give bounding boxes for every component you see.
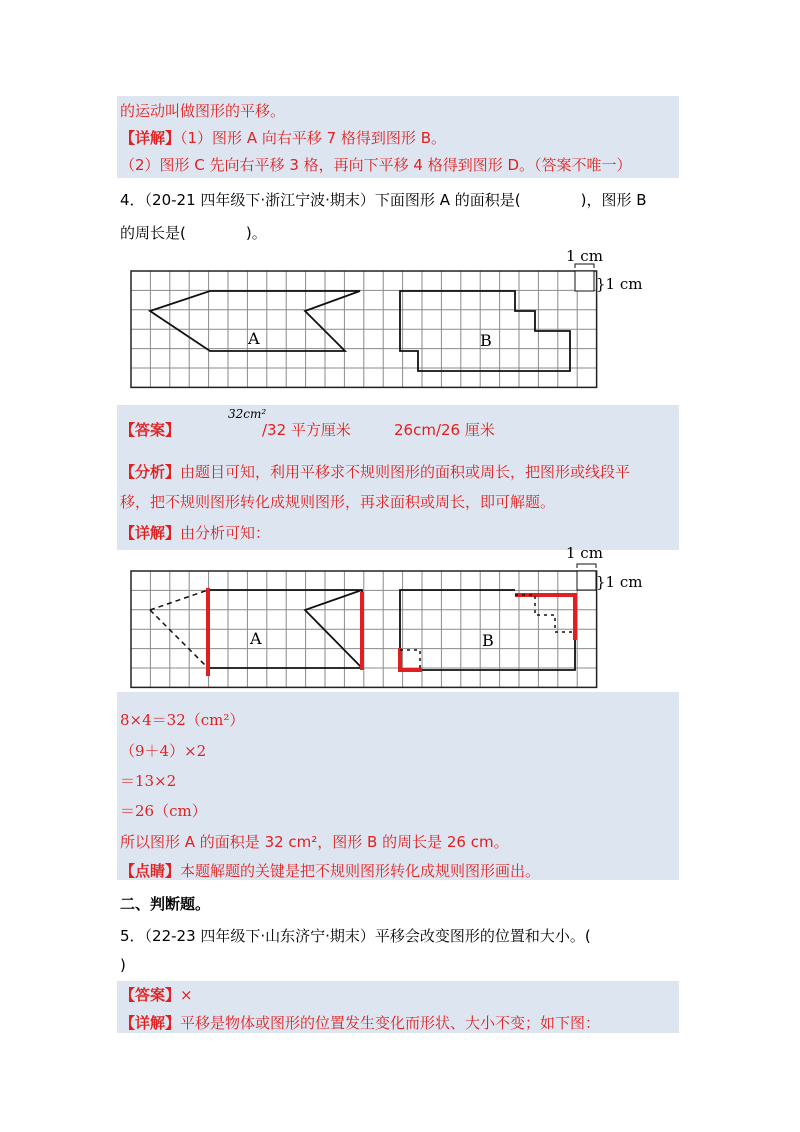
unit-square [577,571,596,590]
section-title: 二、判断题。 [120,895,211,913]
dashed-bottom-edge [150,610,208,668]
label-b: B [482,631,494,650]
answer-5-text: × [180,986,193,1004]
detail-tag: 【详解】 [120,129,181,147]
unit-height-label: }1 cm [596,573,643,591]
detail-5-line [120,1013,600,1033]
solution-figure [100,540,680,695]
answer-5-line [120,985,193,1005]
dashed-original-step [515,595,575,632]
question-5-line-2: ) [120,956,126,974]
detail-tag-2: 【详解】 [120,524,181,542]
detail-line-2: （2）图形 C 先向右平移 3 格，再向下平移 4 格得到图形 D。（答案不唯一） [120,156,632,174]
answer-perimeter: 26cm/26 厘米 [394,421,495,439]
shape-b-rectangle-bottom [420,630,575,670]
red-corner-top-right [515,595,575,640]
calc-line-2: （9＋4）×2 [120,742,207,760]
grid [131,271,597,387]
question-4-line-1: 4．（20-21 四年级下·浙江宁波·期末）下面图形 A 的面积是( )，图形 B [120,191,647,209]
detail-text-2: 由分析可知： [180,524,271,542]
unit-square [575,271,594,291]
detail-line-1 [120,128,446,148]
answer-text-line: 的运动叫做图形的平移。 [120,102,286,120]
shape-b-rectangle [400,590,515,650]
question-5-line-1: 5．（22-23 四年级下·山东济宁·期末）平移会改变图形的位置和大小。( [120,927,591,945]
answer-tag: 【答案】 [120,986,181,1004]
analysis-tag: 【分析】 [120,463,181,481]
point-tag: 【点睛】 [120,862,181,880]
unit-bracket-width [577,564,596,568]
unit-width-label: 1 cm [566,247,603,265]
unit-height-label: }1 cm [596,275,643,293]
analysis-line-2: 移，把不规则图形转化成规则图形，再求面积或周长，即可解题。 [120,493,556,511]
calc-line-1: 8×4＝32（cm²） [120,711,245,729]
question-4-line-2: 的周长是( )。 [120,224,267,242]
calc-line-4: ＝26（cm） [120,802,207,820]
point-text: 本题解题的关键是把不规则图形转化成规则图形画出。 [180,862,541,880]
label-a: A [250,629,262,648]
dashed-top-edge [150,590,208,610]
label-a: A [248,329,260,348]
answer-tag: 【答案】 [120,421,181,439]
red-corner-bottom-left [400,648,422,670]
analysis-line-1 [120,462,630,482]
label-b: B [480,331,492,350]
detail-text: （1）图形 A 向右平移 7 格得到图形 B。 [180,129,446,147]
analysis-text-1: 由题目可知，利用平移求不规则图形的面积或周长，把图形或线段平 [180,463,631,481]
detail-tag-5: 【详解】 [120,1014,181,1032]
unit-width-label: 1 cm [566,544,603,562]
answer-formula-image-text: 32cm² [228,407,267,421]
detail-5-text: 平移是物体或图形的位置发生变化而形状、大小不变；如下图： [180,1014,601,1032]
conclusion-line: 所以图形 A 的面积是 32 cm²，图形 B 的周长是 26 cm。 [120,833,509,851]
point-line [120,861,540,881]
answer-area: /32 平方厘米 [262,421,351,439]
answer-line [120,420,180,440]
calc-line-3: ＝13×2 [120,772,177,790]
